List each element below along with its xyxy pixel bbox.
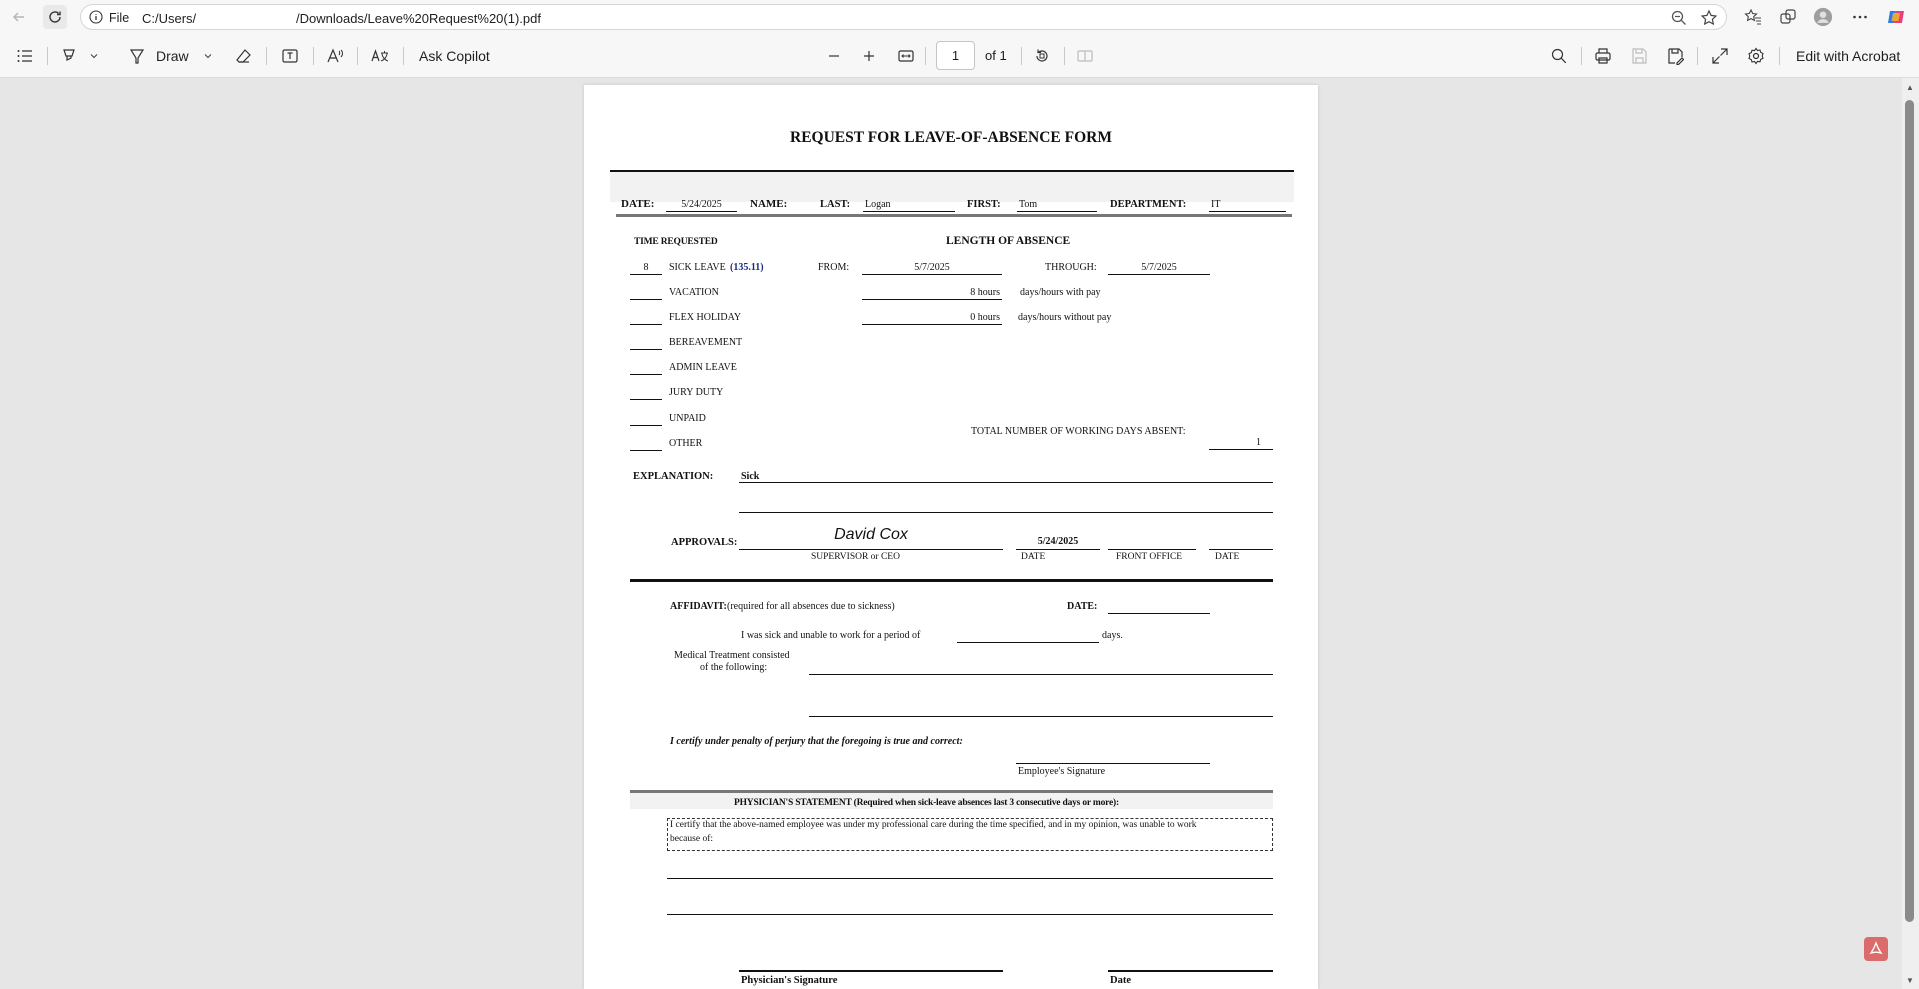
toolbar-divider	[925, 47, 926, 65]
pdf-toolbar	[0, 34, 1919, 78]
leave-amount-underline	[630, 450, 662, 451]
star-icon	[1700, 9, 1718, 27]
find-button[interactable]	[1550, 45, 1568, 67]
sick-days-underline	[957, 642, 1099, 643]
read-aloud-button[interactable]	[326, 45, 344, 67]
explanation-value[interactable]: Sick	[741, 471, 760, 482]
leave-type-jury-duty-label: JURY DUTY	[669, 387, 724, 398]
page-number-input[interactable]: 1	[936, 41, 975, 70]
url-path-segment: /Downloads/Leave%20Request%20(1).pdf	[296, 11, 541, 26]
more-menu-button[interactable]	[1850, 7, 1870, 27]
first-name-underline	[1017, 211, 1097, 212]
affidavit-label: AFFIDAVIT:	[670, 601, 727, 612]
time-requested-heading: TIME REQUESTED	[634, 237, 718, 247]
edit-with-acrobat-label: Edit with Acrobat	[1796, 48, 1901, 64]
with-pay-label: days/hours with pay	[1020, 287, 1101, 298]
browser-address-bar	[0, 0, 1919, 34]
scroll-up-arrow-icon[interactable]: ▲	[1906, 83, 1914, 92]
chevron-down-icon	[88, 50, 100, 62]
leave-amount-sick[interactable]: 8	[643, 262, 649, 273]
collections-button[interactable]	[1778, 7, 1798, 27]
pdf-page	[584, 85, 1318, 989]
last-name-underline	[863, 211, 955, 212]
printer-icon	[1594, 47, 1612, 65]
url-scheme: File	[109, 11, 130, 25]
save-as-icon	[1666, 47, 1684, 65]
through-date-value[interactable]: 5/7/2025	[1141, 262, 1177, 273]
toolbar-divider	[47, 47, 48, 65]
reload-icon	[47, 9, 63, 25]
text-box-icon	[281, 47, 299, 65]
toolbar-divider	[1021, 47, 1022, 65]
physician-date-label: Date	[1110, 975, 1131, 986]
zoom-indicator-button[interactable]	[1670, 9, 1688, 32]
toolbar-divider	[403, 47, 404, 65]
search-icon	[1550, 47, 1568, 65]
zoom-out-magnifier-icon	[1670, 9, 1688, 27]
days-label: days.	[1102, 630, 1123, 641]
medical-treatment-label-2: of the following:	[700, 662, 768, 673]
front-office-underline	[1108, 549, 1196, 550]
scrollbar-thumb[interactable]	[1905, 100, 1914, 922]
approval-date-label: DATE	[1021, 552, 1046, 562]
rotate-icon	[1033, 47, 1051, 65]
physician-text-line-1: I certify that the above-named employee was under my professional care during the time specified, and in my opinion, was unable to work	[670, 820, 1197, 830]
without-pay-label: days/hours without pay	[1018, 312, 1112, 323]
header-band	[610, 172, 1294, 202]
edit-with-acrobat-button[interactable]	[1796, 45, 1900, 67]
draw-label: Draw	[156, 48, 189, 64]
from-label: FROM:	[818, 262, 850, 273]
front-office-label: FRONT OFFICE	[1116, 552, 1183, 562]
through-label: THROUGH:	[1045, 262, 1097, 273]
two-page-icon	[1076, 47, 1094, 65]
toolbar-divider	[266, 47, 267, 65]
zoom-in-button[interactable]	[861, 45, 877, 67]
copilot-button[interactable]	[1886, 7, 1906, 27]
toolbar-divider	[357, 47, 358, 65]
toolbar-divider	[1779, 47, 1780, 65]
approvals-rule	[630, 579, 1273, 582]
date-value[interactable]: 5/24/2025	[681, 199, 722, 210]
approvals-label: APPROVALS:	[671, 537, 738, 548]
save-as-button[interactable]	[1666, 45, 1684, 67]
draw-button[interactable]	[128, 45, 189, 67]
reload-button[interactable]	[43, 5, 67, 29]
url-field[interactable]	[80, 4, 1727, 30]
zoom-out-button[interactable]	[826, 45, 842, 67]
copilot-icon	[1886, 7, 1906, 27]
avatar-icon	[1813, 6, 1833, 28]
eraser-icon	[235, 47, 253, 65]
physician-statement-heading: PHYSICIAN'S STATEMENT (Required when sick-leave absences last 3 consecutive days or more):	[734, 798, 1119, 808]
explanation-label: EXPLANATION:	[633, 471, 714, 482]
leave-amount-underline	[630, 274, 662, 275]
save-button[interactable]	[1630, 45, 1648, 67]
leave-type-sick-label: SICK LEAVE	[669, 262, 726, 273]
employee-signature-underline	[1016, 763, 1210, 764]
collections-icon	[1779, 8, 1797, 26]
leave-type-admin-leave-label: ADMIN LEAVE	[669, 362, 737, 373]
expand-icon	[1711, 47, 1729, 65]
favorites-button[interactable]	[1743, 7, 1763, 27]
more-dots-icon	[1851, 8, 1869, 26]
save-disk-icon	[1630, 47, 1648, 65]
add-text-button[interactable]	[281, 45, 299, 67]
physician-reason-underline-2	[667, 914, 1273, 915]
physician-text-line-2: because of:	[670, 834, 713, 844]
physician-reason-underline	[667, 878, 1273, 879]
highlighter-icon	[60, 47, 78, 65]
physician-signature-underline	[739, 970, 1003, 972]
certify-text: I certify under penalty of perjury that the foregoing is true and correct:	[670, 736, 963, 747]
approval-date-underline	[1016, 549, 1100, 550]
url-user-segment: C:/Users/	[142, 11, 197, 26]
explanation-underline-2	[739, 512, 1273, 513]
back-button[interactable]	[7, 5, 31, 29]
total-days-value[interactable]: 1	[1256, 437, 1261, 448]
fit-to-page-button[interactable]	[897, 45, 915, 67]
department-value[interactable]: IT	[1211, 199, 1221, 210]
supervisor-underline	[739, 549, 1003, 550]
through-date-underline	[1108, 274, 1210, 275]
scroll-down-arrow-icon[interactable]: ▼	[1906, 976, 1914, 985]
date-underline	[666, 211, 737, 212]
hours-without-pay-underline	[862, 324, 1002, 325]
physician-signature-label: Physician's Signature	[741, 975, 838, 986]
first-label: FIRST:	[967, 199, 1001, 210]
leave-amount-underline	[630, 324, 662, 325]
leave-type-flex-holiday-label: FLEX HOLIDAY	[669, 312, 742, 323]
ask-copilot-button[interactable]	[419, 45, 490, 67]
erase-button[interactable]	[235, 45, 253, 67]
list-icon	[16, 47, 34, 65]
chevron-down-icon	[202, 50, 214, 62]
form-title: REQUEST FOR LEAVE-OF-ABSENCE FORM	[790, 129, 1112, 146]
hours-with-pay-value[interactable]: 8 hours	[970, 287, 1000, 298]
fullscreen-button[interactable]	[1711, 45, 1729, 67]
length-of-absence-heading: LENGTH OF ABSENCE	[946, 235, 1071, 247]
favorites-list-icon	[1744, 8, 1762, 26]
leave-amount-underline	[630, 374, 662, 375]
settings-button[interactable]	[1747, 45, 1765, 67]
physician-date-underline	[1108, 970, 1273, 972]
name-label: NAME:	[750, 198, 788, 210]
leave-amount-underline	[630, 299, 662, 300]
draw-options-button[interactable]	[202, 45, 214, 67]
plus-icon	[861, 48, 877, 64]
from-date-underline	[862, 274, 1002, 275]
read-aloud-icon	[326, 47, 344, 65]
leave-type-other-label: OTHER	[669, 438, 703, 449]
profile-button[interactable]	[1813, 7, 1833, 27]
last-label: LAST:	[820, 199, 851, 210]
page-total-label: of 1	[985, 48, 1007, 63]
total-days-underline	[1209, 449, 1273, 450]
translate-icon	[371, 47, 389, 65]
hours-with-pay-underline	[862, 299, 1002, 300]
print-button[interactable]	[1594, 45, 1612, 67]
toolbar-divider	[1697, 47, 1698, 65]
toolbar-divider	[1581, 47, 1582, 65]
front-office-date-underline	[1209, 549, 1273, 550]
back-arrow-icon	[11, 9, 27, 25]
hours-without-pay-value[interactable]: 0 hours	[970, 312, 1000, 323]
ask-copilot-label: Ask Copilot	[419, 48, 490, 64]
sick-period-text: I was sick and unable to work for a period of	[741, 630, 921, 641]
front-office-date-label: DATE	[1215, 552, 1240, 562]
date-label: DATE:	[621, 198, 655, 210]
department-label: DEPARTMENT:	[1110, 199, 1187, 210]
sick-leave-balance: (135.11)	[730, 262, 764, 273]
affidavit-note: (required for all absences due to sickness)	[727, 601, 895, 612]
header-bottom-rule	[616, 214, 1292, 217]
draw-pen-icon	[128, 47, 146, 65]
from-date-value[interactable]: 5/7/2025	[914, 262, 950, 273]
affidavit-date-underline	[1108, 613, 1210, 614]
site-info-button[interactable]	[89, 10, 103, 24]
medical-treatment-label-1: Medical Treatment consisted	[674, 650, 790, 661]
supervisor-signature[interactable]: David Cox	[834, 526, 908, 543]
translate-button[interactable]	[371, 45, 389, 67]
medical-treatment-underline	[809, 674, 1273, 675]
supervisor-label: SUPERVISOR or CEO	[811, 552, 900, 562]
info-icon	[89, 10, 103, 24]
leave-type-bereavement-label: BEREAVEMENT	[669, 337, 743, 348]
leave-type-vacation-label: VACATION	[669, 287, 719, 298]
contents-button[interactable]	[16, 45, 34, 67]
fit-width-icon	[897, 47, 915, 65]
medical-treatment-underline-2	[809, 716, 1273, 717]
rotate-button[interactable]	[1033, 45, 1051, 67]
toolbar-divider	[1064, 47, 1065, 65]
gear-icon	[1747, 47, 1765, 65]
page-view-button[interactable]	[1076, 45, 1094, 67]
leave-amount-underline	[630, 425, 662, 426]
leave-type-unpaid-label: UNPAID	[669, 413, 706, 424]
employee-signature-label: Employee's Signature	[1018, 766, 1106, 777]
explanation-underline	[739, 482, 1273, 483]
highlight-options-button[interactable]	[88, 45, 100, 67]
department-underline	[1209, 211, 1286, 212]
favorite-button[interactable]	[1700, 9, 1718, 32]
last-name-value[interactable]: Logan	[865, 199, 891, 210]
highlight-button[interactable]	[60, 45, 78, 67]
first-name-value[interactable]: Tom	[1019, 199, 1038, 210]
leave-amount-underline	[630, 349, 662, 350]
affidavit-date-label: DATE:	[1067, 601, 1098, 612]
approval-date-value[interactable]: 5/24/2025	[1037, 536, 1079, 547]
total-days-label: TOTAL NUMBER OF WORKING DAYS ABSENT:	[971, 426, 1186, 437]
acrobat-logo-icon[interactable]	[1864, 937, 1888, 961]
minus-icon	[826, 48, 842, 64]
toolbar-divider	[313, 47, 314, 65]
leave-amount-underline	[630, 399, 662, 400]
